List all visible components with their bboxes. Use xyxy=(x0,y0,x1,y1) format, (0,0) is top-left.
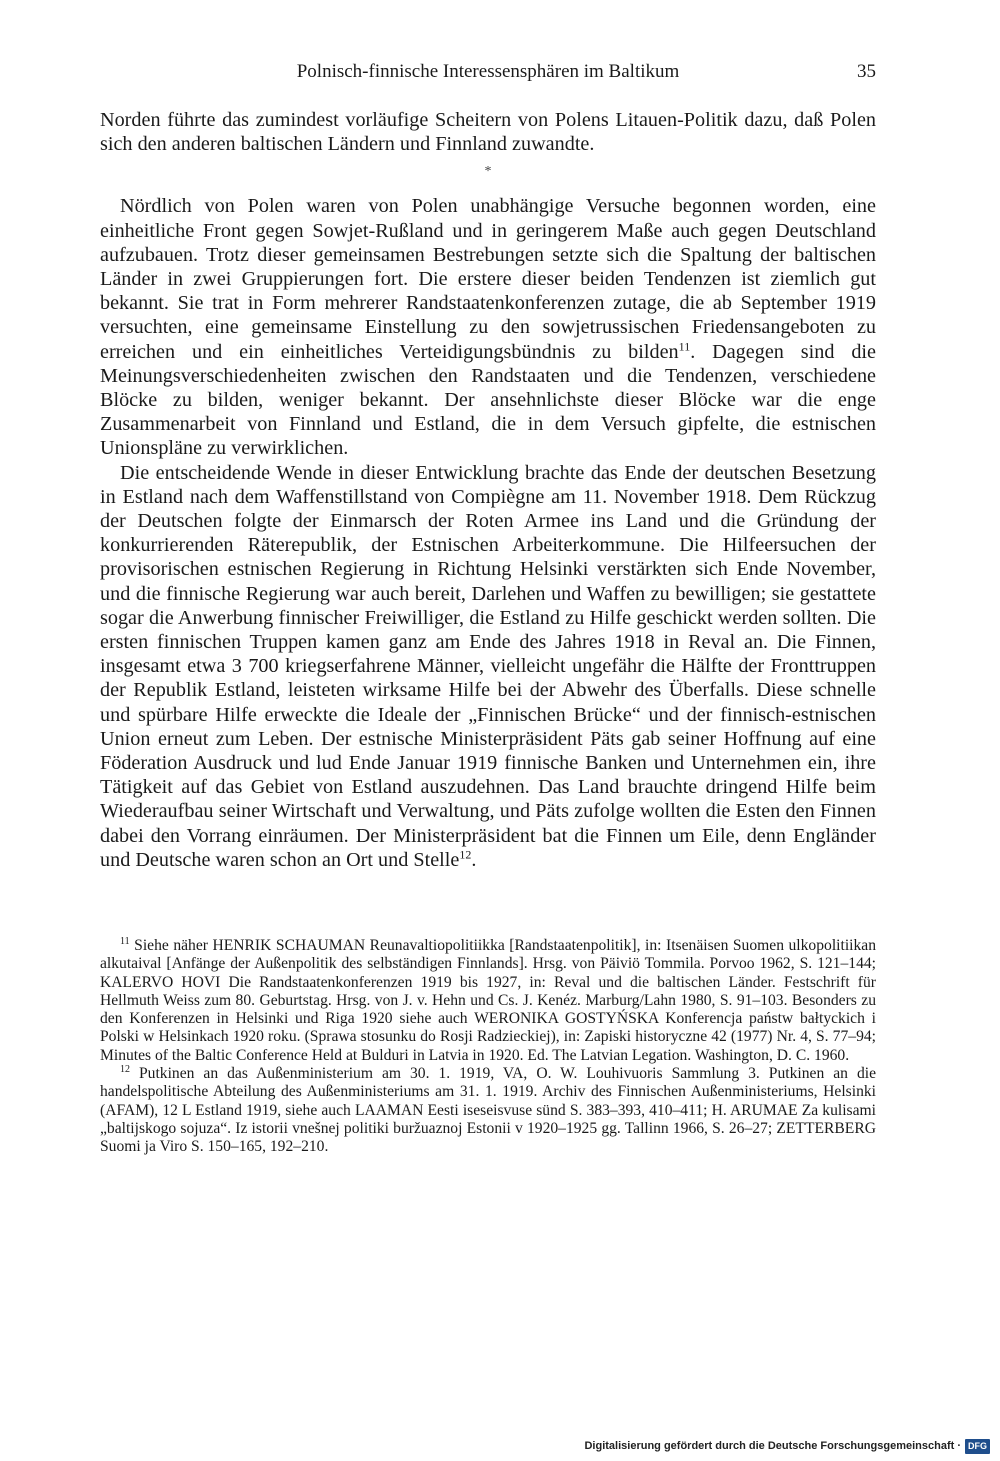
footnote-11 xyxy=(100,937,876,1065)
running-title: Polnisch-finnische Interessensphären im Baltikum xyxy=(296,61,680,82)
paragraph-text: . Dagegen sind die Meinungsverschiedenheiten zwischen den Randstaaten und die Tendenzen, verschiedene Blöcke zu bilden, weniger bekannt. Der ansehnlichste dieser Blöcke war die enge Zusammenarbeit von Finnland und Estland, die in dem Versuch gipfelte, die estnischen Unionspläne zu verwirklichen. xyxy=(100,340,876,460)
footnote-text: Putkinen an das Außenministerium am 30. 1. 1919, VA, O. W. Louhivuoris Sammlung 3. Putkinen an die handelspolitische Abteilung des Außenministeriums am 31. 1. 1919. Archiv des Finnischen Außenministeriums, Helsinki (AFAM), 12 L Estland 1919, siehe auch LAAMAN Eesti iseseisvuse sünd S. 383–393, 410–411; H. ARUMAE Za kulisami „baltijskogo sojuza“. Iz istorii vnešnej politiki buržuaznoj Estonii v 1920–1925 gg. Tallinn 1966, S. 26–27; ZETTERBERG Suomi ja Viro S. 150–165, 192–210. xyxy=(100,1065,876,1156)
section-divider: * xyxy=(484,164,492,180)
digitization-credit xyxy=(584,1437,990,1455)
footnotes xyxy=(100,937,876,1157)
footnote-number: 11 xyxy=(120,935,130,947)
paragraph-text: Nördlich von Polen waren von Polen unabhängige Versuche begonnen worden, eine einheitliche Front gegen Sowjet-Rußland und in geringerem Maße auch gegen Deutschland aufzubauen. Trotz dieser gemeinsamen Bestrebungen setzte sich die Spaltung der baltischen Länder in zwei Gruppierungen fort. Die erstere dieser beiden Tendenzen ist ziemlich gut bekannt. Sie trat in Form mehrerer Randstaatenkonferenzen zutage, die ab September 1919 versuchten, eine gemeinsame Einstellung zu den sowjetrussischen Friedensangeboten zu erreichen und ein einheitliches Verteidigungsbündnis zu bilden xyxy=(100,195,876,363)
paragraph-continued xyxy=(100,108,876,156)
footnote-number: 12 xyxy=(120,1063,130,1075)
paragraph-text: Norden führte das zumindest vorläufige Scheitern von Polens Litauen-Politik dazu, daß Polen sich den anderen baltischen Ländern und Finnland zuwandte. xyxy=(100,109,876,156)
credit-text: Digitalisierung gefördert durch die Deutsche Forschungsgemeinschaft · xyxy=(584,1440,961,1452)
running-header xyxy=(100,58,876,86)
footnote-ref-12[interactable]: 12 xyxy=(459,847,472,862)
body-text xyxy=(100,108,876,872)
dfg-logo: DFG xyxy=(965,1439,990,1454)
page-number: 35 xyxy=(857,61,876,82)
paragraph-text: Die entscheidende Wende in dieser Entwicklung brachte das Ende der deutschen Besetzung in Estland nach dem Waffenstillstand von Compiègne am 11. November 1918. Dem Rückzug der Deutschen folgte der Einmarsch der Roten Armee ins Land und die Gründung der konkurrierenden Räterepublik, der Estnischen Arbeiterkommune. Die Hilfeersuchen der provisorischen estnischen Regierung in Richtung Helsinki verstärkten sich Ende November, und die finnische Regierung war auch bereit, Darlehen und Waffen zu bewilligen; sie gestattete sogar die Anwerbung finnischer Freiwilliger, die Estland zu Hilfe geschickt werden sollten. Die ersten finnischen Truppen kamen ganz am Ende des Jahres 1918 in Reval an. Die Finnen, insgesamt etwa 3 700 kriegserfahrene Männer, vielleicht ungefähr die Hälfte der Fronttruppen der Republik Estland, leisteten wirksame Hilfe bei der Abwehr des Überfalls. Diese schnelle und spürbare Hilfe erweckte die Ideale der „Finnischen Brücke“ und der finnisch-estnischen Union erneut zum Leben. Der estnische Ministerpräsident Päts gab seiner Hoffnung auf eine Föderation Ausdruck und lud Ende Januar 1919 finnische Banken und Unternehmen ein, ihre Tätigkeit auf das Gebiet von Estland auszudehnen. Das Land brauchte dringend Hilfe beim Wiederaufbau seiner Wirtschaft und Verwaltung, und Päts zufolge wollten die Esten den Finnen dabei den Vorrang einräumen. Der Ministerpräsident bat die Finnen um Eile, denn Engländer und Deutsche waren schon an Ort und Stelle xyxy=(100,461,876,871)
footnote-text: Siehe näher HENRIK SCHAUMAN Reunavaltiopolitiikka [Randstaatenpolitik], in: Itsenäisen Suomen ulkopolitiikan alkutaival [Anfänge der Außenpolitik des selbständigen Finnlands]. Hrsg. von Päiviö Tommila. Porvoo 1962, S. 121–144; KALERVO HOVI Die Randstaatenkonferenzen 1919 bis 1927, in: Reval und die baltischen Länder. Festschrift für Hellmuth Weiss zum 80. Geburtstag. Hrsg. von J. v. Hehn und Cs. J. Kenéz. Marburg/Lahn 1980, S. 91–103. Besonders zu den Konferenzen in Helsinki und Riga 1920 siehe auch WERONIKA GOSTYŃSKA Konferencja państw bałtyckich i Polski w Helsinkach 1920 roku. (Sprawa stosunku do Rosji Radzieckiej), in: Zapiski historyczne 42 (1977) Nr. 4, S. 77–94; Minutes of the Baltic Conference Held at Bulduri in Latvia in 1920. Ed. The Latvian Legation. Washington, D. C. 1960. xyxy=(100,937,877,1064)
paragraph xyxy=(100,194,876,460)
paragraph xyxy=(100,461,876,872)
footnote-12 xyxy=(100,1065,876,1156)
paragraph-text: . xyxy=(471,848,477,871)
footnote-ref-11[interactable]: 11 xyxy=(678,338,691,353)
